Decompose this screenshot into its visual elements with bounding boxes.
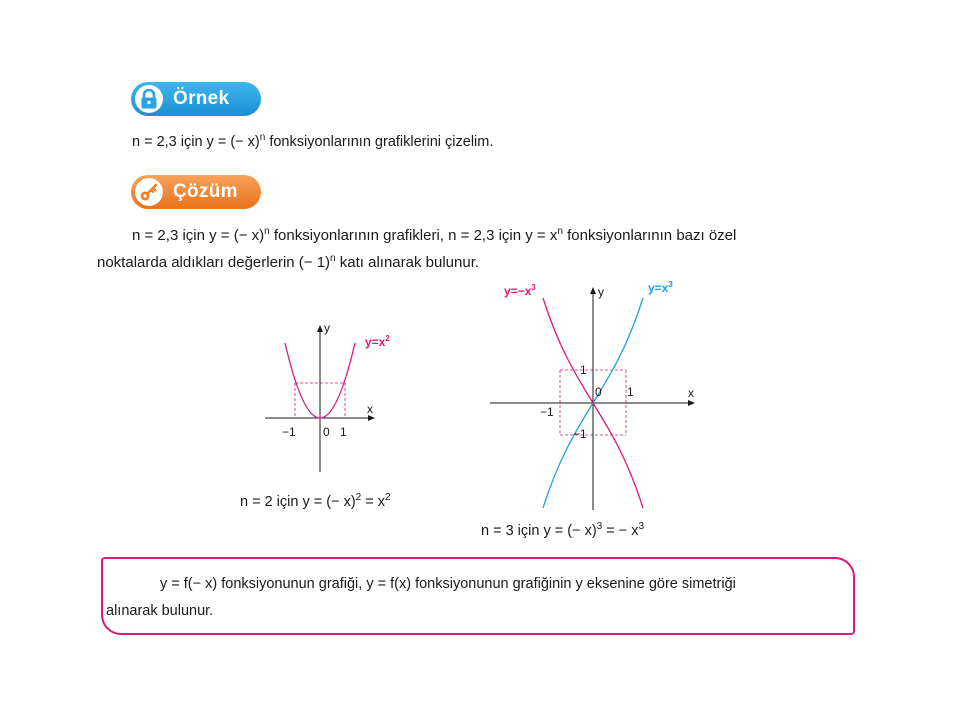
- left-curve-label: $y=x^2$: [365, 334, 390, 349]
- ornek-label: Örnek: [173, 88, 230, 109]
- left-graph-caption: n = 2 için y = (− $x)^2 = x^2$: [240, 492, 391, 510]
- left-axis-y-label: y: [324, 321, 330, 335]
- right-tick-one: 1: [580, 363, 587, 377]
- left-axis-x-label: x: [367, 402, 373, 416]
- example-text: n = 2,3 için y = (− x)$^n$ fonksiyonlarının grafiklerini çizelim.: [132, 132, 494, 150]
- right-graph: [490, 280, 694, 510]
- info-box: [101, 557, 855, 635]
- info-line2: alınarak bulunur.: [106, 603, 214, 619]
- right-label-pos-cubed: $y=x^3$: [648, 280, 673, 295]
- right-tick-x-pos: 1: [627, 385, 634, 399]
- left-graph: [265, 321, 390, 472]
- right-axis-y-label: y: [598, 285, 604, 299]
- left-tick-origin: 0: [323, 425, 330, 439]
- right-tick-y-neg: −1: [573, 427, 587, 441]
- solution-paragraph-line2: noktalarda aldıkları değerlerin (− 1)$^n$ katı alınarak bulunur.: [97, 253, 480, 271]
- right-tick-x-neg: −1: [540, 405, 554, 419]
- info-line1: y = f(− x) fonksiyonunun grafiği, y = f(x) fonksiyonunun grafiğinin y eksenine göre simetriği: [160, 576, 736, 592]
- left-tick-neg: −1: [282, 425, 296, 439]
- right-tick-origin: 0: [595, 385, 602, 399]
- right-axis-x-label: x: [688, 386, 694, 400]
- right-label-neg-cubed: $y=-x^3$: [504, 283, 536, 298]
- right-graph-caption: n = 3 için y = (− x)$^3$ = − $x^3$: [481, 521, 645, 539]
- solution-paragraph-line1: n = 2,3 için y = (− x)$^n$ fonksiyonlarının grafikleri, n = 2,3 için $y = x^n$ fonksiyonlarının bazı özel: [132, 226, 737, 244]
- cozum-label: Çözüm: [173, 181, 238, 202]
- left-tick-pos: 1: [340, 425, 347, 439]
